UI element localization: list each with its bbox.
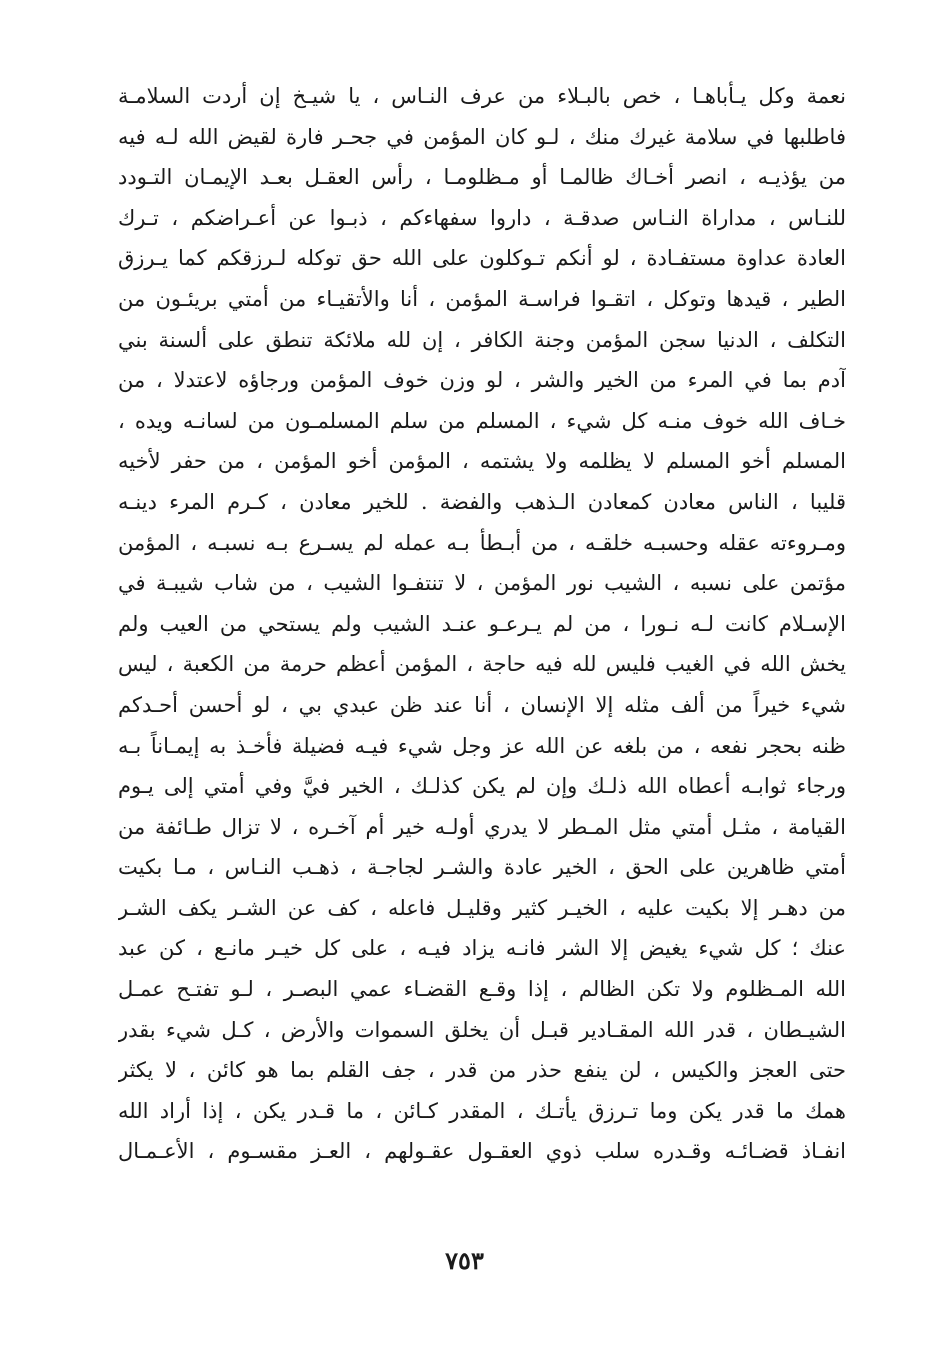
text-line: انفـاذ قضـائـه وقـدره سلب ذوي العقـول عقـولهم ، العـز مقسـوم ، الأعـمـال: [118, 1139, 846, 1164]
page-number: ٧٥٣: [445, 1246, 484, 1275]
text-line: حتى العجز والكيس ، لن ينفع حذر من قدر ، جف القلم بما هو كائن ، لا يكثر: [118, 1058, 846, 1083]
text-line: من يؤذيـه ، انصر أخـاك ظالمـا أو مـظلومـا ، رأس العقـل بعـد الإيمـان التـودد: [118, 165, 846, 190]
text-line: همك ما قدر يكن وما تـرزق يأتـك ، المقدر كـائن ، ما قـدر يكن ، إذا أراد الله: [118, 1098, 846, 1123]
text-line: للنـاس ، مداراة النـاس صدقـة ، داروا سفهاءكم ، ذبـوا عن أعـراضكم ، تـرك: [118, 205, 846, 230]
text-line: قليبا ، الناس معادن كمعادن الـذهب والفضة . للخير معادن ، كـرم المرء دينـه: [118, 489, 846, 514]
text-line: الطير ، قيدها وتوكل ، اتقـوا فراسـة المؤمن ، أنا والأتقيـاء من أمتي بريئـون من: [118, 286, 846, 311]
text-line: المسلم أخو المسلم لا يظلمه ولا يشتمه ، المؤمن أخو المؤمن ، من حفر لأخيه: [118, 449, 846, 474]
text-line: فاطلبها في سلامة غيرك منك ، لـو كان المؤمن في جحـر فارة لقيض الله لـه فيه: [118, 124, 846, 149]
text-line: من دهـر إلا بكيت عليه ، الخيـر كثير وقليـل فاعله ، كف عن الشـر يكف الشـر: [118, 895, 846, 920]
text-line: ظنه بحجر نفعه ، من بلغه عن الله عز وجل شيء فيـه فضيلة فأخـذ به إيمـاناً بـه: [118, 733, 846, 758]
text-line: الله المـظلوم ولا تكن الظالم ، إذا وقـع القضـاء عمي البصـر ، لـو تفتـح عمـل: [118, 977, 846, 1002]
text-line: أمتي ظاهرين على الحق ، الخير عادة والشـر لجاجـة ، ذهـب النـاس ، مـا بكيت: [118, 855, 846, 880]
text-line: التكلف ، الدنيا سجن المؤمن وجنة الكافر ، إن لله ملائكة تنطق على ألسنة بني: [118, 327, 846, 352]
text-line: ومـروءته عقله وحسبـه خلقـه ، من أبـطأ بـه عمله لم يسـرع بـه نسبـه ، المؤمن: [118, 530, 846, 555]
text-line: الشيـطان ، قدر الله المقـادير قبـل أن يخلق السموات والأرض ، كـل شيء بقدر: [118, 1017, 846, 1042]
text-line: آدم بما في المرء من الخير والشر ، لو وزن خوف المؤمن ورجاؤه لاعتدلا ، من: [118, 368, 846, 393]
text-line: عنك ؛ كل شيء يغيض إلا الشر فانـه يزاد فيـه ، على كل خيـر مانـع ، كن عبد: [118, 936, 846, 961]
text-line: خـاف الله خوف منـه كل شيء ، المسلم من سلم المسلمـون من لسانـه ويده ،: [118, 408, 846, 433]
text-line: العادة عداوة مستفـادة ، لو أنكم تـوكلون على الله حق توكله لـرزقكم كما يـرزق: [118, 246, 846, 271]
text-line: نعمة وكل يـأباهـا ، خص بالبـلاء من عرف النـاس ، يا شيـخ إن أردت السلامـة: [118, 84, 846, 108]
text-line: مؤتمن على نسبه ، الشيب نور المؤمن ، لا تنتفـوا الشيب ، من شاب شيبـة في: [118, 571, 846, 596]
text-line: ورجاء ثوابـه أعطاه الله ذلـك وإن لم يكن كذلـك ، الخير فيَّ وفي أمتي إلى يـوم: [118, 774, 846, 799]
text-line: شيء خيراً من ألف مثله إلا الإنسان ، أنا عند ظن عبدي بي ، لو أحسن أحـدكم: [118, 692, 846, 717]
body-text: [118, 76, 846, 1172]
text-line: القيامة ، مثـل أمتي مثل المـطر لا يدري أولـه خير أم آخـره ، لا تزال طـائفة من: [118, 814, 846, 839]
text-line: يخش الله في الغيب فليس لله فيه حاجة ، المؤمن أعظم حرمة من الكعبة ، ليس: [118, 652, 846, 677]
text-line: الإسـلام كانت لـه نـورا ، من لم يـرعـو عنـد الشيب ولم يستحي من العيب ولم: [118, 611, 846, 636]
